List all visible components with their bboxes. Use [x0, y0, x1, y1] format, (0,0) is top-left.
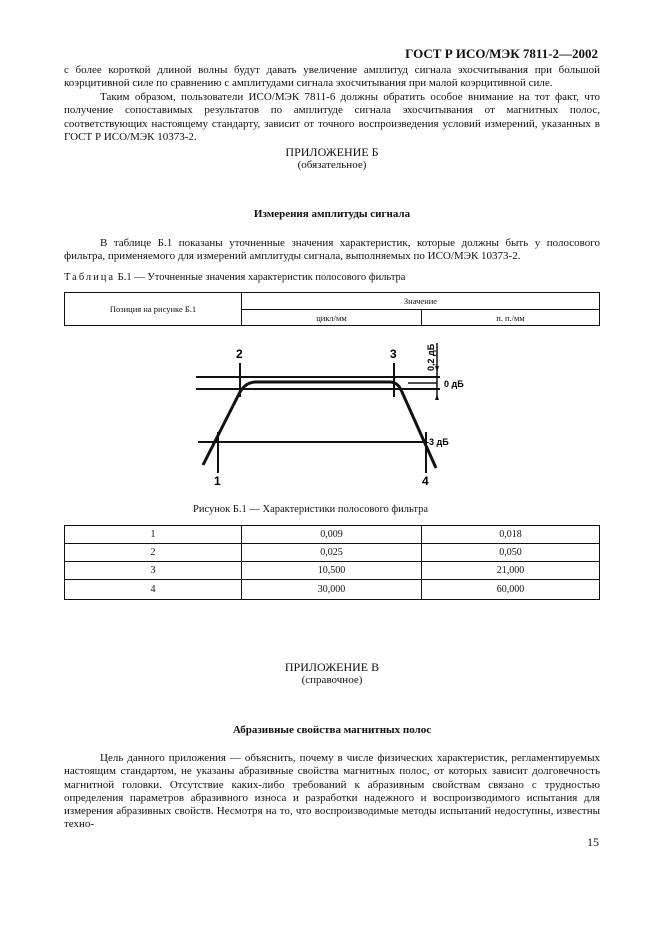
table-caption-text: Б.1 — Уточненные значения характеристик полосового фильтра	[115, 272, 406, 283]
appendix-v-paragraph: Цель данного приложения — объяснить, почему в числе физических характеристик, регламентируемых настоящим стандартом, не указаны абразивные свойства магнитных полос, от которых зависит долговечность магнитной головки. Отсутствие каких-либо требований к абразивным свойствам связано с трудностью определения параметров абразивного износа и разработки надежного и воспроизводимого испытания для измерения абразивных свойств. Несмотря на то, что воспроизводимые методы испытаний недоступны, известны техно-	[64, 752, 600, 831]
cell-flux: 60,000	[422, 580, 600, 600]
cell-cycles: 0,009	[242, 526, 422, 544]
label-point-2: 2	[236, 347, 243, 361]
label-minus-3-db: -3 дБ	[426, 437, 449, 447]
header-value: Значение	[242, 293, 600, 310]
table-header	[64, 292, 600, 326]
table-row	[65, 562, 600, 580]
appendix-b-heading: Измерения амплитуды сигнала	[253, 208, 411, 220]
label-0-db: 0 дБ	[444, 379, 464, 389]
table-caption-prefix: Таблица	[64, 272, 116, 283]
cell-cycles: 10,500	[242, 562, 422, 580]
table-row	[65, 544, 600, 562]
page-number: 15	[587, 835, 599, 849]
label-point-4: 4	[422, 474, 429, 488]
label-point-3: 3	[390, 347, 397, 361]
header-cycles: цикл/мм	[242, 310, 422, 326]
filter-response-curve	[203, 382, 436, 468]
intro-paragraph-1: с более короткой длиной волны будут давать увеличение амплитуд сигнала эхосчитывания при большой коэрцитивной силе по сравнению с амплитудами сигнала эхосчитывания при малой коэрцитивной силе.	[64, 64, 600, 90]
document-id-header: ГОСТ Р ИСО/МЭК 7811-2—2002	[405, 46, 598, 61]
appendix-b-status: (обязательное)	[297, 159, 367, 171]
cell-position: 2	[65, 544, 242, 562]
cell-flux: 0,050	[422, 544, 600, 562]
appendix-v-title: ПРИЛОЖЕНИЕ В	[284, 660, 380, 674]
table-caption	[64, 272, 405, 283]
cell-cycles: 30,000	[242, 580, 422, 600]
table-row	[65, 526, 600, 544]
header-position: Позиция на рисунке Б.1	[65, 293, 242, 326]
appendix-v-heading: Абразивные свойства магнитных полос	[232, 724, 432, 736]
appendix-b-title: ПРИЛОЖЕНИЕ Б	[285, 145, 379, 159]
cell-flux: 21,000	[422, 562, 600, 580]
label-point-1: 1	[214, 474, 221, 488]
cell-cycles: 0,025	[242, 544, 422, 562]
appendix-b-paragraph: В таблице Б.1 показаны уточненные значения характеристик, которые должны быть у полосового фильтра, применяемого для измерений амплитуды сигнала, выполняемых по ИСО/МЭК 10373-2.	[64, 237, 600, 263]
table-row	[65, 580, 600, 600]
intro-paragraph-2: Таким образом, пользователи ИСО/МЭК 7811-6 должны обратить особое внимание на тот факт, что получение сопоставимых результатов по амплитуде сигнала эхосчитывания от магнитных полос, соответствующих настоящему стандарту, зависит от точного воспроизведения условий измерений, указанных в ГОСТ Р ИСО/МЭК 10373-2.	[64, 91, 600, 143]
header-flux: п. п./мм	[422, 310, 600, 326]
appendix-v-status: (справочное)	[301, 674, 363, 686]
cell-position: 1	[65, 526, 242, 544]
filter-values-table	[64, 525, 600, 600]
label-0-2-db: 0,2 дБ	[426, 343, 436, 371]
cell-flux: 0,018	[422, 526, 600, 544]
bandpass-filter-figure	[190, 335, 470, 495]
cell-position: 4	[65, 580, 242, 600]
cell-position: 3	[65, 562, 242, 580]
figure-caption: Рисунок Б.1 — Характеристики полосового фильтра	[193, 504, 429, 515]
